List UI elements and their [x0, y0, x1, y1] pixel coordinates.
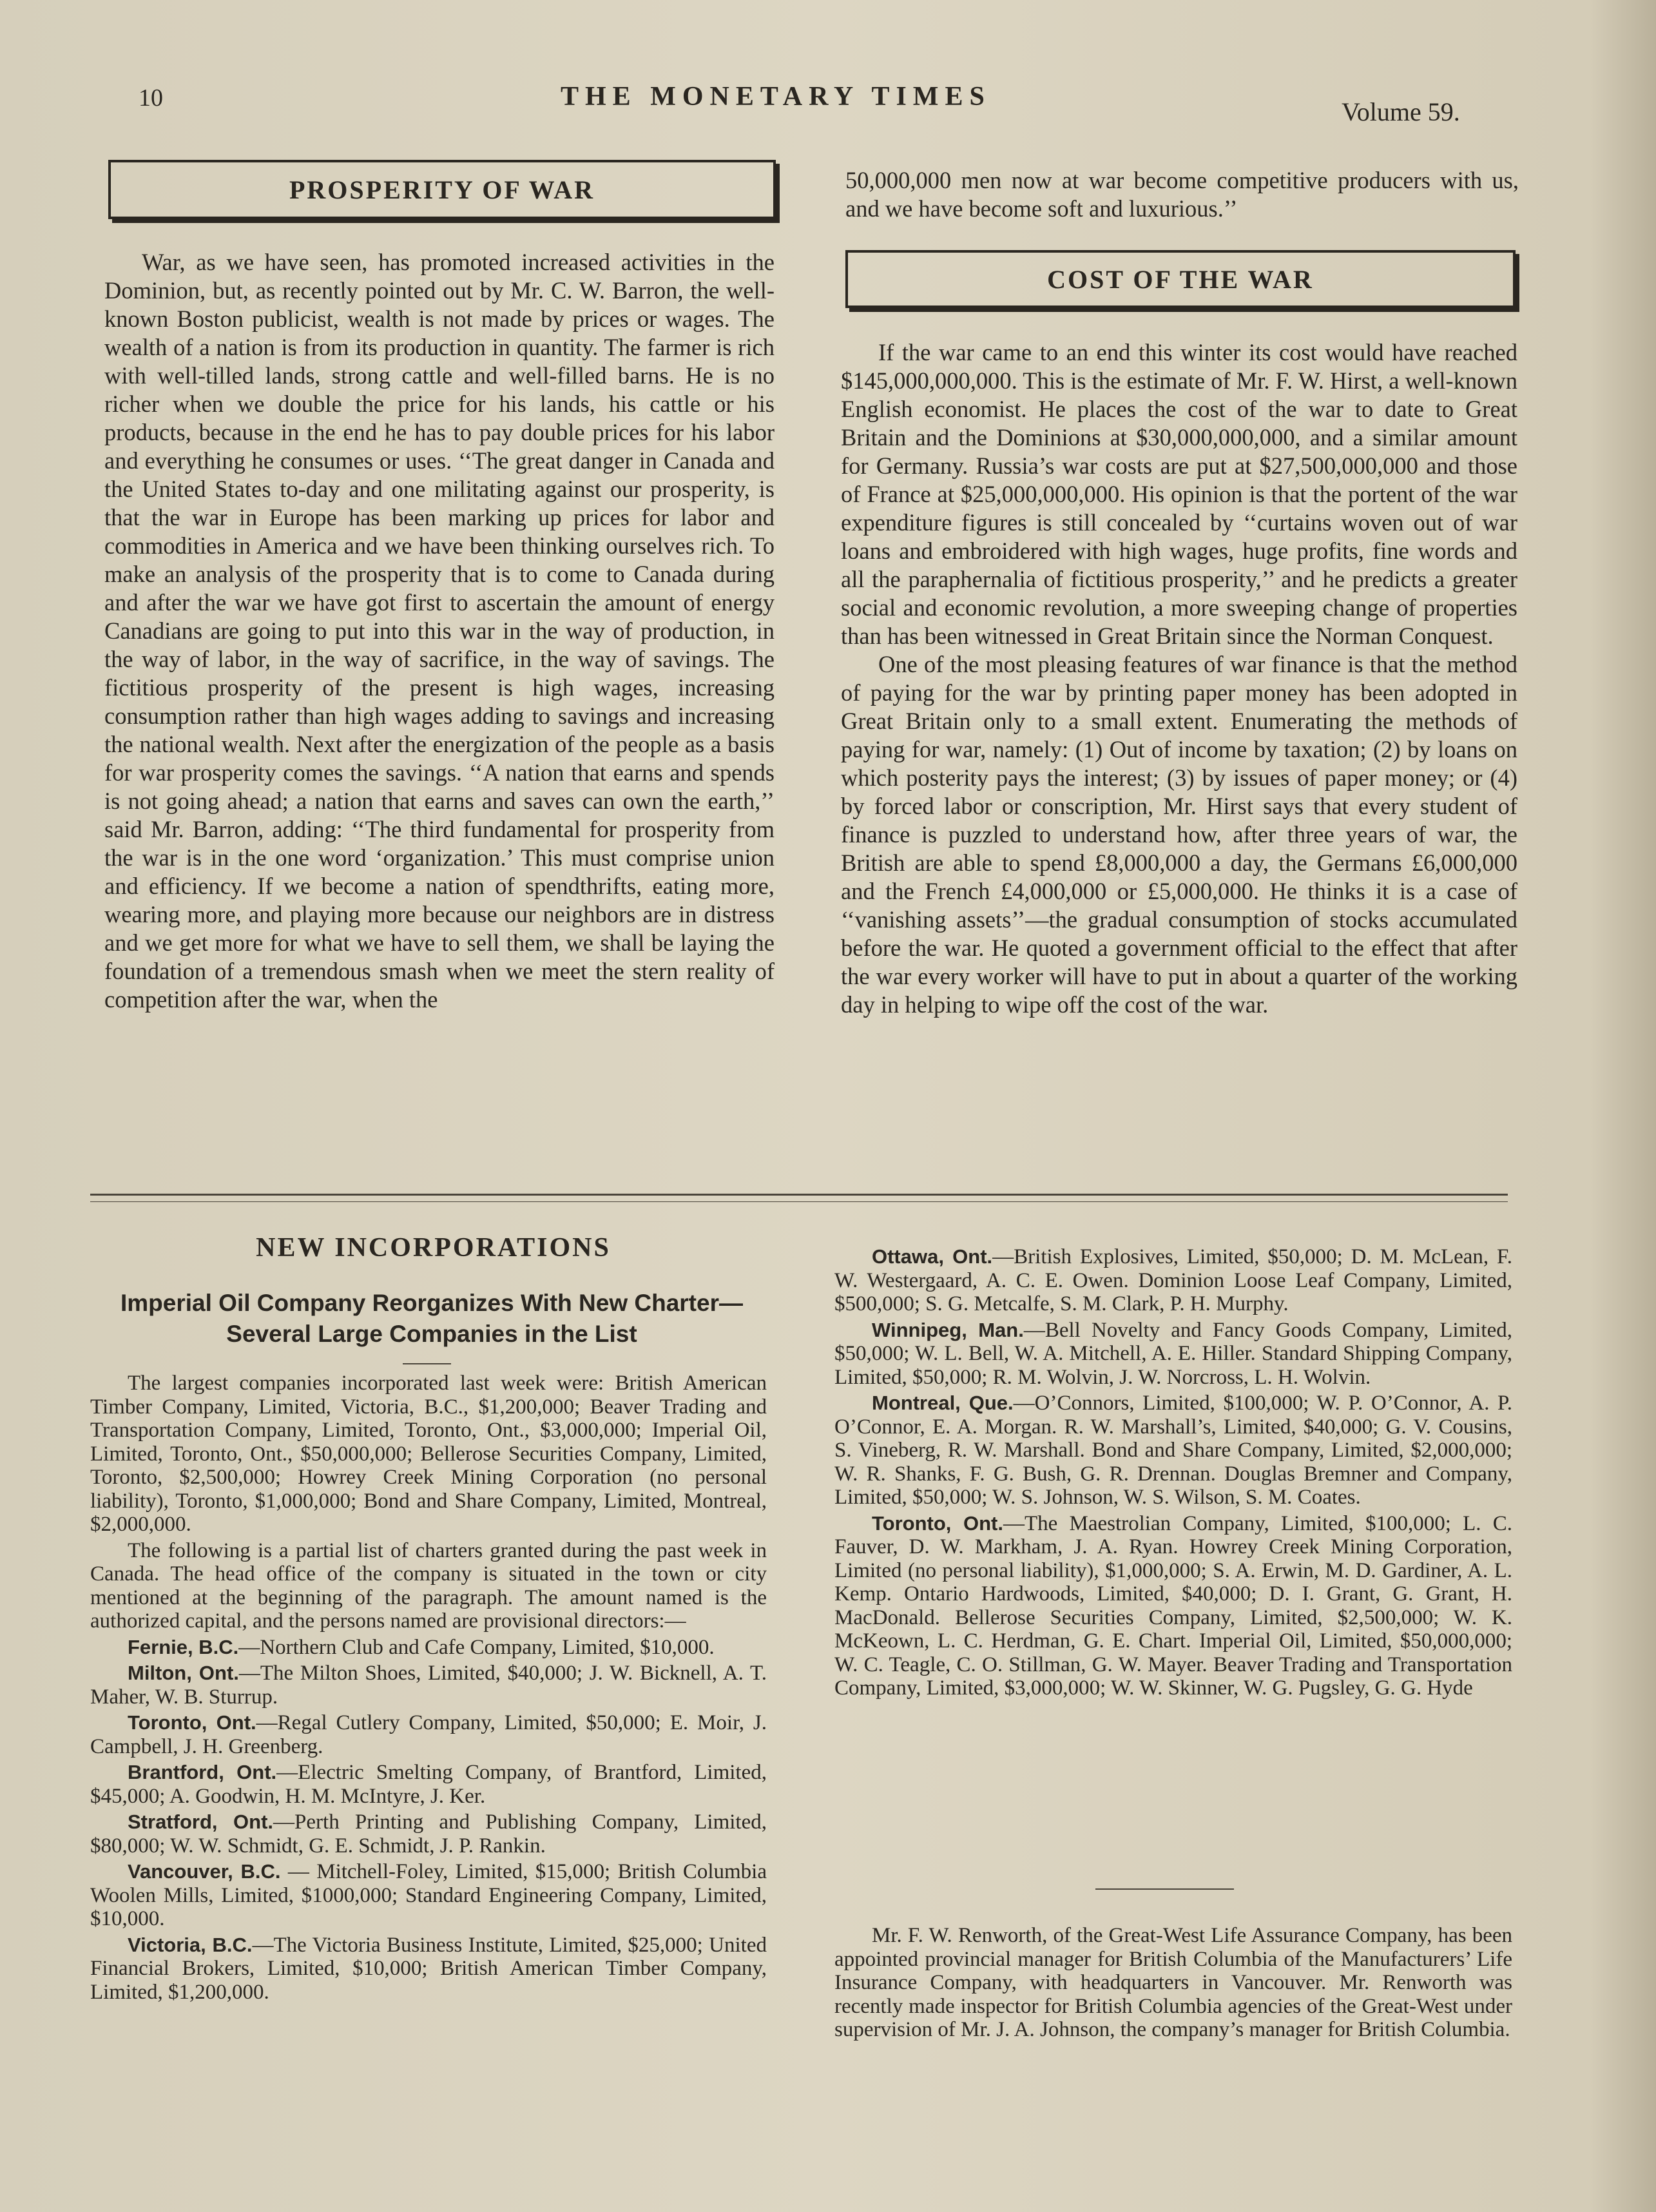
prosperity-article	[104, 248, 775, 1014]
entry-city: Winnipeg, Man.	[872, 1318, 1024, 1341]
incorporation-entry	[834, 1392, 1512, 1509]
incorporation-entry	[834, 1245, 1512, 1316]
prosperity-title-box	[108, 160, 776, 219]
subtitle-rule	[403, 1363, 451, 1364]
cost-article	[841, 338, 1517, 1019]
incorporations-title: NEW INCORPORATIONS	[256, 1233, 611, 1263]
page-number: 10	[139, 84, 163, 112]
incorporation-entry	[90, 1711, 767, 1758]
entry-city: Montreal, Que.	[872, 1392, 1014, 1414]
entry-city: Vancouver, B.C.	[128, 1860, 281, 1883]
incorporations-intro-1: The largest companies incorporated last week were: British American Timber Company, Limited, Victoria, B.C., $1,200,000; Beaver Trading and Transportation Company, Limited, Toronto, Ont., $3,000,000; Imperial Oil, Limited, Toronto, Ont., $50,000,000; Bellerose Securities Company, Limited, Toronto, $2,500,000; Howrey Creek Mining Corporation (no personal liability), Toronto, $1,000,000; Bond and Share Company, Limited, Montreal, $2,000,000.	[90, 1372, 767, 1536]
entry-text: —Bell Novelty and Fancy Goods Company, Limited, $50,000; W. L. Bell, W. A. Mitchell, A. E. Hiller. Standard Shipping Company, Limited, $50,000; R. M. Wolvin, J. W. Norcross, L. H. Wolvin.	[834, 1318, 1512, 1389]
entry-text: —Regal Cutlery Company, Limited, $50,000; E. Moir, J. Campbell, J. H. Greenberg.	[90, 1711, 767, 1758]
prosperity-continuation-text: 50,000,000 men now at war become competitive producers with us, and we have become soft and luxurious.’’	[845, 167, 1519, 222]
prosperity-body: War, as we have seen, has promoted increased activities in the Dominion, but, as recently pointed out by Mr. C. W. Barron, the well-known Boston publicist, wealth is not made by prices or wages. The wealth of a nation is from its production in quantity. The farmer is rich with well-tilled lands, strong cattle and well-filled barns. He is no richer when we double the price for his lands, his cattle or his products, because in the end he has to pay double prices for his labor and everything he consumes or uses. ‘‘The great danger in Canada and the United States to-day and one militating against our prosperity, is that the war in Europe has been marking up prices for labor and commodities in America and we have been thinking ourselves rich. To make an analysis of the prosperity that is to come to Canada during and after the war we have got first to ascertain the amount of energy Canadians are going to put into this war in the way of production, in the way of labor, in the way of sacrifice, in the way of savings. The fictitious prosperity of the present is high wages, increasing consumption rather than high wages adding to savings and increasing the national wealth. Next after the energization of the people as a basis for war prosperity comes the savings. ‘‘A nation that earns and spends is not going ahead; a nation that earns and saves can own the earth,’’ said Mr. Barron, adding: ‘‘The third fundamental for prosperity from the war is in the one word ‘organization.’ This must comprise union and efficiency. If we become a nation of spendthrifts, eating more, wearing more, and playing more because our neighbors are in distress and we get more for what we have to sell them, we shall be laying the foundation of a tremendous smash when we meet the stern reality of competition after the war, when the	[104, 249, 775, 1013]
renworth-notice	[834, 1924, 1512, 2044]
entry-text: —Perth Printing and Publishing Company, Limited, $80,000; W. W. Schmidt, G. E. Schmidt, J. P. Rankin.	[90, 1810, 767, 1858]
entry-text: —Electric Smelting Company, of Brantford, Limited, $45,000; A. Goodwin, H. M. McIntyre, J. Ker.	[90, 1761, 767, 1808]
entry-city: Brantford, Ont.	[128, 1761, 277, 1783]
entry-text: —The Milton Shoes, Limited, $40,000; J. W. Bicknell, A. T. Maher, W. B. Sturrup.	[90, 1662, 767, 1709]
cost-title-box	[845, 250, 1516, 308]
renworth-text: Mr. F. W. Renworth, of the Great-West Life Assurance Company, has been appointed provincial manager for British Columbia of the Manufacturers’ Life Insurance Company, with headquarters in Vancouver. Mr. Renworth was recently made inspector for British Columbia agencies of the Great-West under supervision of Mr. J. A. Johnson, the company’s manager for British Columbia.	[834, 1924, 1512, 2041]
masthead: THE MONETARY TIMES	[561, 82, 991, 112]
renworth-divider	[1095, 1888, 1234, 1890]
entry-city: Ottawa, Ont.	[872, 1245, 993, 1268]
entry-city: Stratford, Ont.	[128, 1810, 274, 1833]
left-entries-list	[90, 1636, 767, 2004]
entry-text: —Northern Club and Cafe Company, Limited, $10,000.	[238, 1635, 715, 1659]
cost-para-2: One of the most pleasing features of war finance is that the method of paying for the war by printing paper money has been adopted in Great Britain only to a small extent. Enumerating the methods of paying for war, namely: (1) Out of income by taxation; (2) by loans on which posterity pays the interest; (3) by issues of paper money; or (4) by forced labor or conscription, Mr. Hirst says that every student of finance is puzzled to understand how, after three years of war, the British are able to spend £8,000,000 a day, the Germans £6,000,000 and the French £4,000,000 or £5,000,000. He thinks it is a case of ‘‘vanishing assets’’—the gradual consumption of stocks accumulated before the war. He quoted a government official to the effect that after the war every worker will have to put in about a quarter of the working day in helping to wipe off the cost of the war.	[841, 651, 1517, 1018]
incorporation-entry	[90, 1662, 767, 1709]
cost-title: COST OF THE WAR	[1047, 264, 1314, 294]
section-divider	[90, 1194, 1508, 1196]
prosperity-title: PROSPERITY OF WAR	[289, 175, 595, 204]
incorporations-subtitle-line-2: Several Large Companies in the List	[226, 1321, 637, 1347]
incorporations-subtitle-line-1: Imperial Oil Company Reorganizes With New Charter—	[120, 1290, 743, 1316]
entry-city: Fernie, B.C.	[128, 1635, 239, 1658]
entry-city: Toronto, Ont.	[128, 1711, 256, 1734]
section-divider-thin	[90, 1201, 1508, 1202]
prosperity-continuation	[845, 166, 1519, 223]
incorporation-entry	[90, 1761, 767, 1808]
entry-text: —The Victoria Business Institute, Limited, $25,000; United Financial Brokers, Limited, $10,000; British American Timber Company, Limited, $1,200,000.	[90, 1933, 767, 2004]
entry-city: Toronto, Ont.	[872, 1511, 1003, 1535]
incorporations-right-column	[834, 1245, 1512, 1703]
incorporations-subtitle	[90, 1288, 773, 1350]
incorporation-entry	[90, 1636, 767, 1660]
entry-text: —O’Connors, Limited, $100,000; W. P. O’Connor, A. P. O’Connor, E. A. Morgan. R. W. Marshall’s, Limited, $40,000; G. V. Cousins, S. Vineberg, R. W. Marshall. Bond and Share Company, Limited, $2,000,000; W. R. Shanks, F. G. Bush, G. R. Drennan. Douglas Bremner and Company, Limited, $50,000; W. S. Johnson, W. S. Wilson, S. M. Coates.	[834, 1392, 1513, 1509]
incorporation-entry	[834, 1512, 1512, 1700]
entry-city: Milton, Ont.	[128, 1662, 239, 1684]
cost-para-1: If the war came to an end this winter its cost would have reached $145,000,000,000. This is the estimate of Mr. F. W. Hirst, a well-known English economist. He places the cost of the war to date to Great Britain and the Dominions at $30,000,000,000, and a similar amount for Germany. Russia’s war costs are put at $27,500,000,000 and those of France at $25,000,000,000. His opinion is that the portent of the war expenditure figures is still concealed by ‘‘curtains woven out of war loans and embroidered with high wages, huge profits, fine words and all the paraphernalia of fictitious prosperity,’’ and he predicts a greater social and economic revolution, a more sweeping change of properties than has been witnessed in Great Britain since the Norman Conquest.	[841, 339, 1517, 649]
incorporation-entry	[834, 1319, 1512, 1390]
incorporation-entry	[90, 1934, 767, 2004]
incorporations-left-column	[90, 1372, 767, 2006]
entry-text: —The Maestrolian Company, Limited, $100,000; L. C. Fauver, D. W. Markham, J. A. Ryan. Howrey Creek Mining Corporation, Limited (no personal liability), $1,000,000; S. A. Erwin, M. D. Gardiner, A. L. Kemp. Ontario Hardwoods, Limited, $40,000; D. I. Grant, G. Grant, H. MacDonald. Bellerose Securities Company, Limited, $2,500,000; W. K. McKeown, L. C. Herdman, G. E. Chart. Imperial Oil, Limited, $50,000,000; W. C. Teagle, C. O. Stillman, G. W. Mayer. Beaver Trading and Transportation Company, Limited, $3,000,000; W. W. Skinner, W. G. Pugsley, G. G. Hyde	[834, 1511, 1512, 1700]
entry-text: — Mitchell-Foley, Limited, $15,000; British Columbia Woolen Mills, Limited, $1000,000; Standard Engineering Company, Limited, $10,000.	[90, 1860, 767, 1930]
volume-label: Volume 59.	[1342, 97, 1460, 126]
entry-city: Victoria, B.C.	[128, 1933, 253, 1956]
right-entries-list	[834, 1245, 1512, 1700]
incorporation-entry	[90, 1860, 767, 1931]
incorporations-intro-2: The following is a partial list of charters granted during the past week in Canada. The head office of the company is situated in the town or city mentioned at the beginning of the paragraph. The amount named is the authorized capital, and the persons named are provisional directors:—	[90, 1538, 767, 1633]
incorporation-entry	[90, 1810, 767, 1858]
page-header	[0, 82, 1656, 126]
entry-text: —British Explosives, Limited, $50,000; D. M. McLean, F. W. Westergaard, A. C. E. Owen. Dominion Loose Leaf Company, Limited, $500,000; S. G. Metcalfe, S. M. Clark, P. H. Murphy.	[834, 1245, 1512, 1315]
